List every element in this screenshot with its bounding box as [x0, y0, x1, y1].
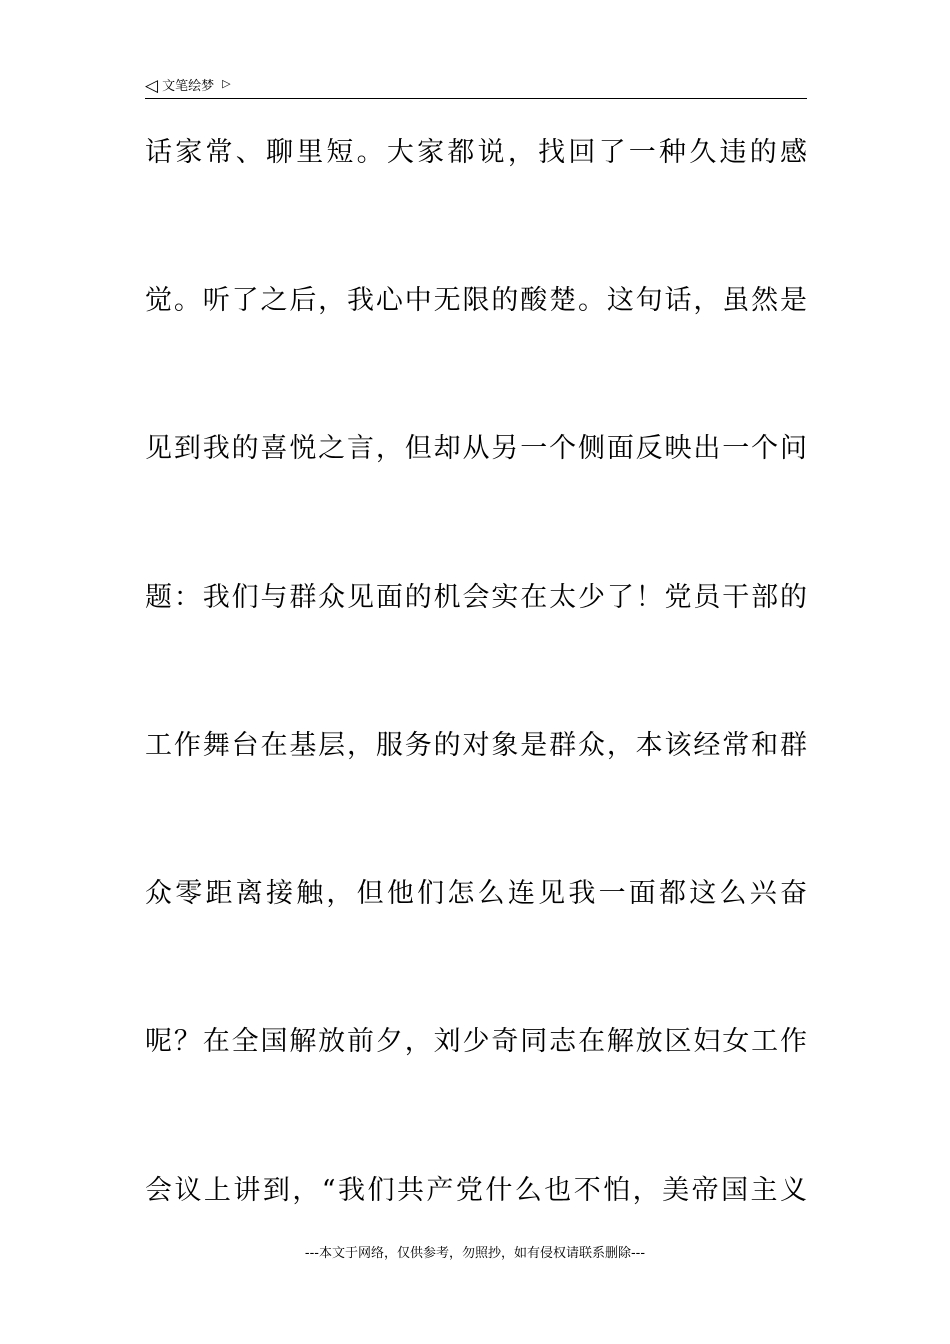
text-line: 呢？在全国解放前夕，刘少奇同志在解放区妇女工作 [145, 1026, 807, 1057]
text-line: 题：我们与群众见面的机会实在太少了！党员干部的 [145, 582, 807, 613]
text-line: 会议上讲到，“我们共产党什么也不怕，美帝国主义 [145, 1175, 807, 1206]
header-brand: 文笔绘梦 [162, 78, 215, 94]
text-line: 工作舞台在基层，服务的对象是群众，本该经常和群 [145, 730, 807, 761]
triangle-left-icon: ◁ [145, 75, 159, 96]
page-header [145, 74, 807, 99]
text-line: 话家常、聊里短。大家都说，找回了一种久违的感 [145, 137, 807, 168]
text-line: 见到我的喜悦之言，但却从另一个侧面反映出一个问 [145, 433, 807, 464]
text-line: 众零距离接触，但他们怎么连见我一面都这么兴奋 [145, 878, 807, 909]
text-line: 觉。听了之后，我心中无限的酸楚。这句话，虽然是 [145, 285, 807, 316]
footer-notice: ---本文于网络，仅供参考，勿照抄，如有侵权请联系删除--- [304, 1246, 646, 1261]
triangle-right-icon: ▷ [222, 76, 231, 90]
